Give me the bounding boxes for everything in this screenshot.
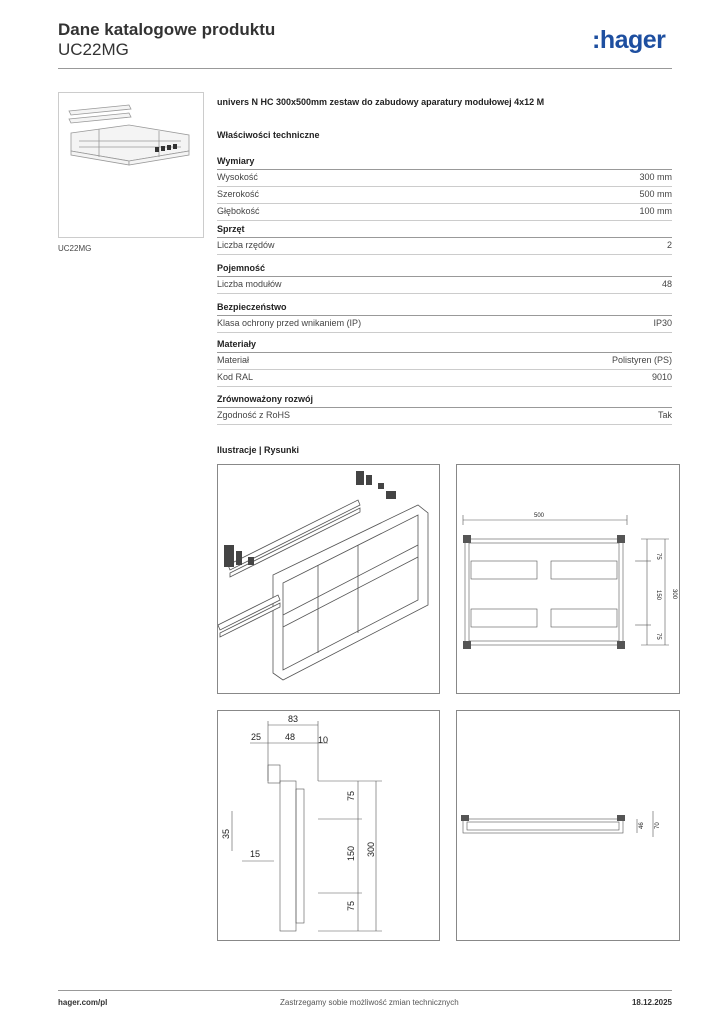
footer-date: 18.12.2025: [631, 998, 672, 1007]
svg-text:75: 75: [346, 900, 356, 911]
svg-text:35: 35: [221, 828, 231, 839]
section-equipment: [217, 224, 672, 255]
svg-text:46: 46: [639, 822, 645, 829]
drawing-top-view: [456, 710, 680, 941]
table-row: Kod RAL 9010: [217, 370, 672, 387]
section-title: Zrównoważony rozwój: [217, 394, 672, 408]
section-safety: [217, 302, 672, 333]
svg-text:75: 75: [655, 553, 661, 560]
section-sustainability: [217, 394, 672, 425]
table-row: Wysokość 300 mm: [217, 170, 672, 187]
table-row: Zgodność z RoHS Tak: [217, 408, 672, 425]
svg-text:70: 70: [655, 822, 661, 829]
thumbnail-caption: UC22MG: [58, 244, 92, 253]
section-title: Materiały: [217, 339, 672, 353]
section-title: Pojemność: [217, 263, 672, 277]
svg-text:300: 300: [671, 589, 677, 600]
table-row: Liczba modułów 48: [217, 277, 672, 294]
table-row: Szerokość 500 mm: [217, 187, 672, 204]
footer-divider: [58, 990, 672, 991]
section-title: Sprzęt: [217, 224, 672, 238]
svg-text:300: 300: [366, 841, 376, 857]
section-dimensions: [217, 156, 672, 221]
drawing-isometric: [217, 464, 440, 694]
svg-text:500: 500: [533, 513, 545, 519]
hager-logo: :hager: [592, 26, 666, 54]
footer-website: hager.com/pl: [58, 998, 108, 1007]
svg-text:150: 150: [346, 845, 356, 861]
section-materials: [217, 339, 672, 387]
table-row: Liczba rzędów 2: [217, 238, 672, 255]
table-row: Materiał Polistyren (PS): [217, 353, 672, 370]
drawing-front-view: [456, 464, 680, 694]
drawing-side-view: [217, 710, 440, 941]
header-divider: [58, 68, 672, 69]
svg-text:150: 150: [655, 590, 661, 601]
product-thumbnail: [58, 92, 204, 238]
svg-text:75: 75: [655, 633, 661, 640]
footer-notice: Zastrzegamy sobie możliwość zmian technicznych: [280, 998, 459, 1007]
svg-text:10: 10: [318, 735, 329, 745]
product-code: UC22MG: [58, 40, 129, 59]
svg-text:48: 48: [284, 732, 296, 742]
page-title: Dane katalogowe produktu: [58, 20, 276, 39]
table-row: Głębokość 100 mm: [217, 204, 672, 221]
svg-text:75: 75: [346, 790, 356, 801]
svg-text:25: 25: [250, 732, 262, 742]
svg-text:83: 83: [287, 714, 299, 724]
section-capacity: [217, 263, 672, 294]
product-description: univers N HC 300x500mm zestaw do zabudowy aparatury modułowej 4x12 M: [217, 97, 545, 107]
illustrations-heading: Ilustracje | Rysunki: [217, 445, 300, 455]
properties-heading: Właściwości techniczne: [217, 130, 320, 140]
svg-text:15: 15: [250, 849, 261, 859]
table-row: Klasa ochrony przed wnikaniem (IP) IP30: [217, 316, 672, 333]
section-title: Bezpieczeństwo: [217, 302, 672, 316]
section-title: Wymiary: [217, 156, 672, 170]
